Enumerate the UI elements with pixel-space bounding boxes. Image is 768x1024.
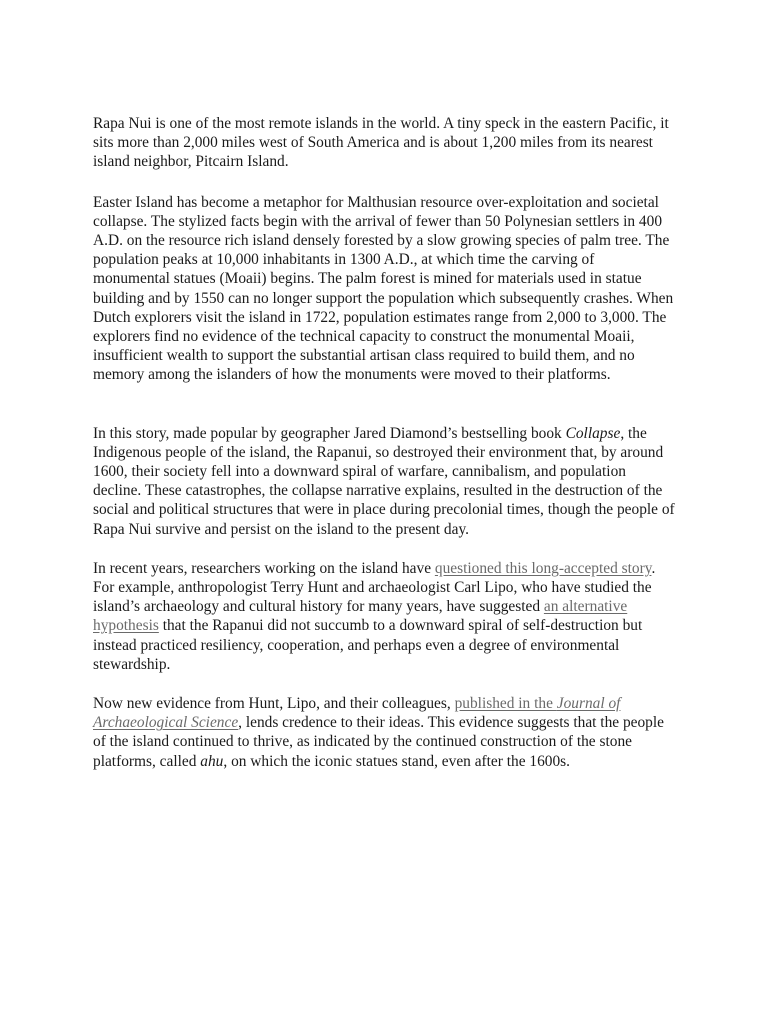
link-questioned-story[interactable]: questioned this long-accepted story — [434, 559, 652, 577]
link-text: published in the — [454, 695, 557, 713]
paragraph-text: , the Indigenous people of the island, the Rapanui, so destroyed their environment that, by around 1600, their society fell into a downward spiral of warfare, cannibalism, and population decline. These catastrophes, the collapse narrative explains, resulted in the destruction of the social and political structures that were in place during precolonial times, though the people of Rapa Nui survive and persist on the island to the present day. — [93, 424, 675, 538]
paragraph-text: Easter Island has become a metaphor for Malthusian resource over-exploitation and societal collapse. The stylized facts begin with the arrival of fewer than 50 Polynesian settlers in 400 A.D. on the resource rich island densely forested by a slow growing species of palm tree. The population peaks at 10,000 inhabitants in 1300 A.D., at which time the carving of monumental statues (Moaii) begins. The palm forest is mined for materials used in statue building and by 1550 can no longer support the population which subsequently crashes. When Dutch explorers visit the island in 1722, population estimates range from 2,000 to 3,000. The explorers find no evidence of the technical capacity to construct the monumental Moaii, insufficient wealth to support the substantial artisan class required to build them, and no memory among the islanders of how the monuments were moved to their platforms. — [93, 193, 674, 384]
book-title-collapse: Collapse — [565, 424, 621, 442]
paragraph-text: , on which the iconic statues stand, even after the 1600s. — [223, 752, 570, 770]
paragraph-text: Rapa Nui is one of the most remote islands in the world. A tiny speck in the eastern Pacific, it sits more than 2,000 miles west of South America and is about 1,200 miles from its nearest island neighbor, Pitcairn Island. — [93, 115, 669, 171]
paragraph-text: Now new evidence from Hunt, Lipo, and their colleagues, — [93, 695, 455, 713]
paragraph-text: In this story, made popular by geographer Jared Diamond’s bestselling book — [93, 424, 566, 442]
paragraph-rapa-nui-intro — [93, 114, 675, 172]
document-page — [93, 114, 675, 771]
term-ahu: ahu — [200, 752, 224, 770]
paragraph-text: that the Rapanui did not succumb to a downward spiral of self-destruction but instead practiced resiliency, cooperation, and perhaps even a degree of environmental stewardship. — [93, 617, 643, 673]
paragraph-new-evidence — [93, 694, 675, 771]
journal-title: Journal of Archaeological Science — [93, 695, 621, 732]
paragraph-text: , lends credence to their ideas. This evidence suggests that the people of the island continued to thrive, as indicated by the continued construction of the stone platforms, called — [93, 714, 664, 770]
link-alternative-hypothesis[interactable]: an alternative hypothesis — [93, 598, 628, 635]
paragraph-malthusian-metaphor — [93, 193, 675, 385]
paragraph-recent-research — [93, 559, 675, 674]
paragraph-text: In recent years, researchers working on the island have — [93, 559, 435, 577]
paragraph-collapse-story — [93, 424, 675, 539]
paragraph-text: . For example, anthropologist Terry Hunt and archaeologist Carl Lipo, who have studied the island’s archaeology and cultural history for many years, have suggested — [93, 559, 656, 616]
